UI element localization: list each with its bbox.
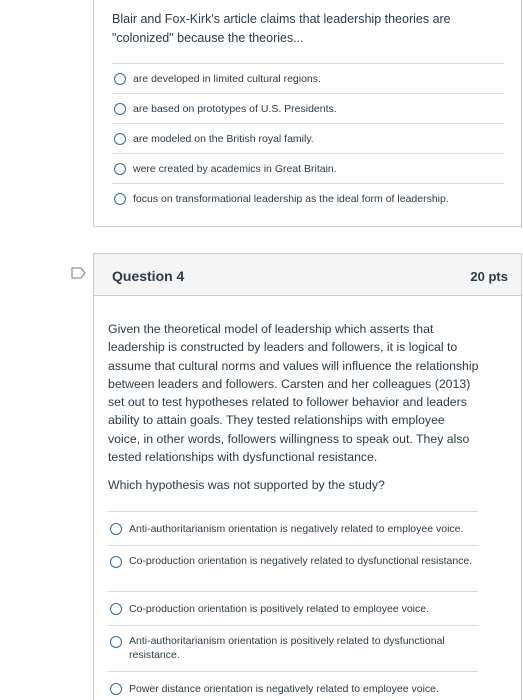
answer-label: Co-production orientation is positively related to employee voice. [129, 602, 429, 615]
question-3-answers [112, 63, 504, 213]
question-3-text: Blair and Fox-Kirk's article claims that leadership theories are "colonized" because the theories... [112, 12, 451, 45]
answer-label: Anti-authoritarianism orientation is negatively related to employee voice. [129, 522, 464, 535]
radio-unselected-icon[interactable] [110, 603, 122, 615]
radio-unselected-icon[interactable] [110, 683, 122, 695]
question-4-prompt: Which hypothesis was not supported by the study? [108, 478, 385, 492]
question-points: 20 pts [470, 269, 508, 284]
answer-label: are based on prototypes of U.S. Presidents. [133, 102, 337, 115]
answer-label: Anti-authoritarianism orientation is positively related to dysfunctional resistance. [129, 635, 445, 661]
question-4-answers [108, 511, 478, 700]
answer-option[interactable] [108, 545, 478, 591]
answer-label: are developed in limited cultural regions. [133, 72, 321, 85]
flag-icon[interactable] [71, 267, 86, 279]
answer-label: are modeled on the British royal family. [133, 132, 314, 145]
answer-option[interactable] [112, 123, 504, 153]
question-header [94, 254, 521, 296]
question-3-card [93, 0, 522, 227]
radio-unselected-icon[interactable] [114, 73, 126, 85]
answer-option[interactable] [112, 93, 504, 123]
radio-unselected-icon[interactable] [114, 163, 126, 175]
answer-option[interactable] [108, 591, 478, 625]
radio-unselected-icon[interactable] [110, 556, 122, 568]
question-title: Question 4 [112, 268, 185, 284]
answer-option[interactable] [108, 511, 478, 545]
answer-option[interactable] [112, 63, 504, 93]
radio-unselected-icon[interactable] [114, 103, 126, 115]
answer-label: were created by academics in Great Britain. [133, 162, 337, 175]
answer-label: focus on transformational leadership as the ideal form of leadership. [133, 192, 449, 205]
radio-unselected-icon[interactable] [114, 133, 126, 145]
answer-label: Power distance orientation is negatively related to employee voice. [129, 682, 439, 695]
question-4-card [93, 253, 522, 700]
answer-option[interactable] [108, 625, 478, 671]
answer-option[interactable] [112, 153, 504, 183]
answer-option[interactable] [112, 183, 504, 213]
radio-unselected-icon[interactable] [110, 523, 122, 535]
question-4-text: Given the theoretical model of leadership which asserts that leadership is constructed by leaders and followers, it is logical to assume that cultural norms and values will influence the relationship between leaders and followers. Carsten and her colleagues (2013) set out to test hypotheses related to follower behavior and leaders ability to attain goals. They tested relationships with employee voice, in other words, followers willingness to speak out. They also tested relationships with dysfunctional resistance. [108, 322, 479, 465]
answer-label: Co-production orientation is negatively related to dysfunctional resistance. [129, 555, 473, 567]
radio-unselected-icon[interactable] [110, 636, 122, 648]
radio-unselected-icon[interactable] [114, 193, 126, 205]
answer-option[interactable] [108, 671, 478, 700]
